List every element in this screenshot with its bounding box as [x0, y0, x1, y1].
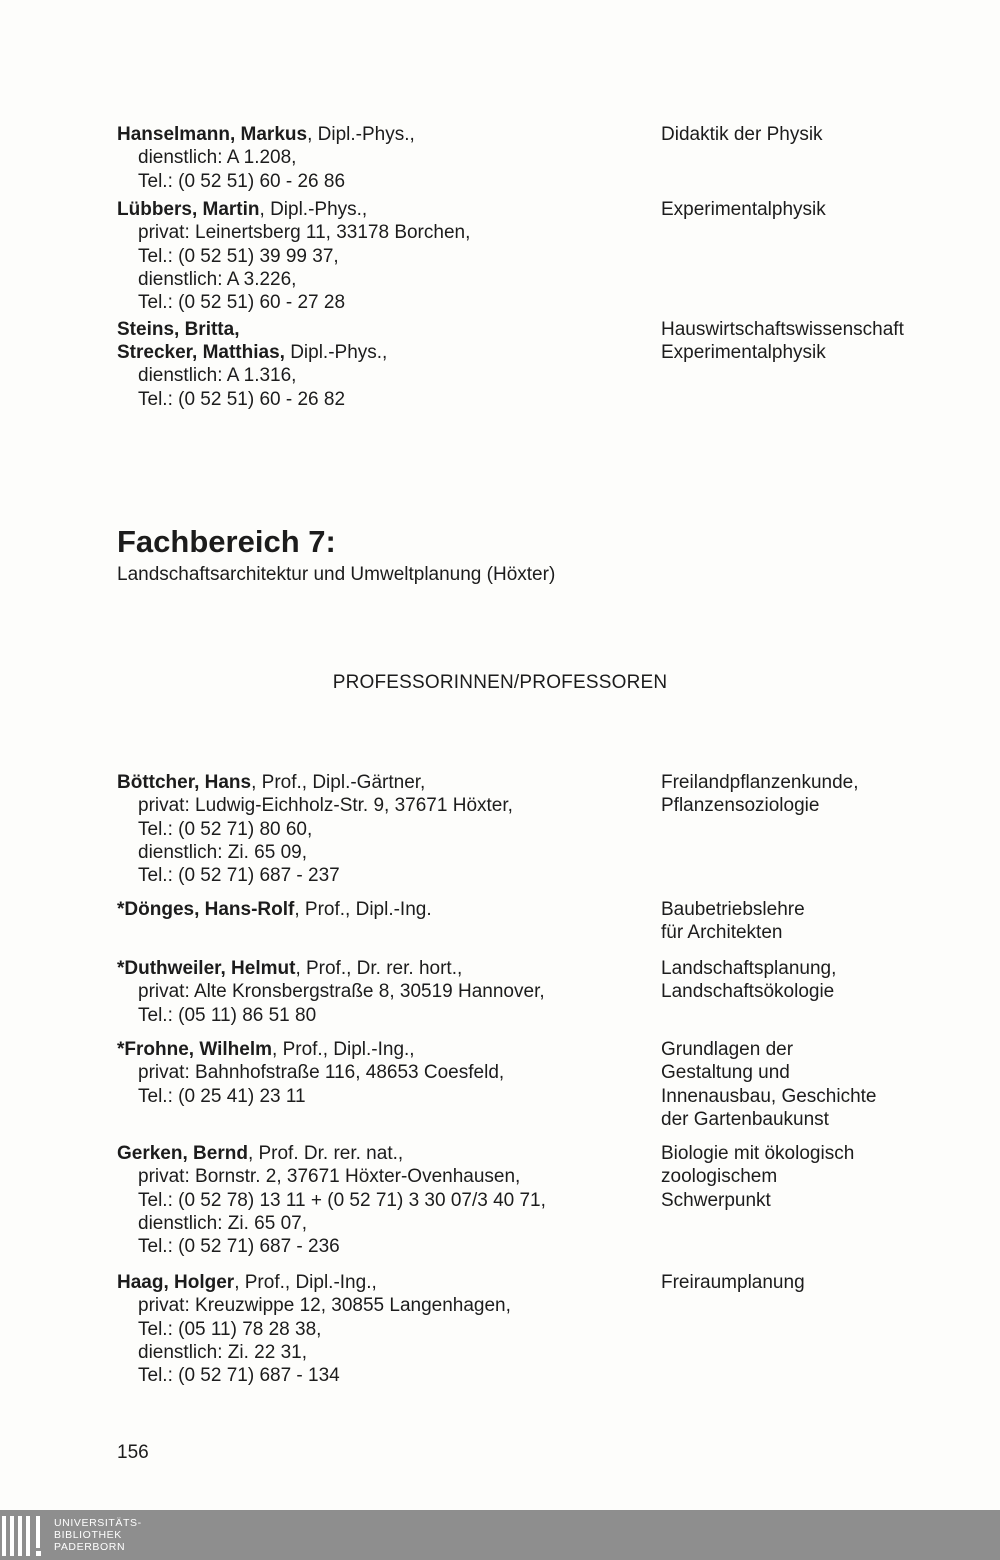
entry-name-line [117, 198, 647, 221]
entry-field [661, 1271, 991, 1294]
field-line: Baubetriebslehre [661, 899, 805, 920]
entry-person [117, 1038, 647, 1108]
entry-name-line [117, 1142, 647, 1165]
person-title: Dipl.-Phys., [284, 342, 388, 363]
person-name: Haag, Holger [117, 1272, 235, 1293]
library-name-line: PADERBORN [54, 1541, 126, 1553]
entry-field [661, 198, 991, 221]
field-line: Landschaftsökologie [661, 981, 835, 1003]
person-prefix: * [117, 899, 125, 920]
department-title: Fachbereich 7: [117, 524, 336, 559]
entry-detail: privat: Alte Kronsbergstraße 8, 30519 Hannover, [138, 981, 545, 1003]
field-line: Hauswirtschaftswissenschaft [661, 319, 904, 340]
field-line: Experimentalphysik [661, 199, 826, 220]
entry-detail: dienstlich: A 1.208, [138, 147, 297, 169]
person-title: , Prof., Dipl.-Ing., [272, 1039, 415, 1060]
library-footer [0, 1510, 1000, 1560]
library-name [54, 1517, 142, 1553]
entry-field [661, 341, 991, 364]
person-name: Frohne, Wilhelm [124, 1039, 273, 1060]
field-line: Freilandpflanzenkunde, [661, 772, 859, 793]
entry-detail: Tel.: (0 52 71) 687 - 237 [138, 865, 340, 887]
person-title: , Dipl.-Phys., [259, 199, 368, 220]
entry-detail: Tel.: (0 52 51) 60 - 26 82 [138, 388, 346, 410]
entry-field [661, 898, 991, 945]
entry-detail: dienstlich: A 1.316, [138, 365, 297, 387]
field-line: Innenausbau, Geschichte [661, 1085, 877, 1107]
entry-field [661, 957, 991, 1004]
person-name: Lübbers, Martin [117, 199, 260, 220]
entry-name-line [117, 957, 647, 980]
page-number: 156 [117, 1442, 149, 1463]
person-name: Hanselmann, Markus [117, 124, 308, 145]
entry-detail: Tel.: (0 52 51) 60 - 26 86 [138, 170, 346, 192]
entry-name-line [117, 1271, 647, 1294]
person-name: Strecker, Matthias, [117, 342, 285, 363]
entry-detail: Tel.: (0 52 51) 60 - 27 28 [138, 292, 346, 314]
field-line: Experimentalphysik [661, 342, 826, 363]
entry-person [117, 123, 647, 193]
entry-name-line [117, 123, 647, 146]
entry-person [117, 898, 647, 921]
entry-person [117, 771, 647, 887]
field-line: der Gartenbaukunst [661, 1108, 829, 1130]
entry-detail: Tel.: (05 11) 86 51 80 [138, 1004, 317, 1026]
field-line: Biologie mit ökologisch [661, 1143, 855, 1164]
entry-detail: Tel.: (0 52 71) 80 60, [138, 818, 313, 840]
person-name: Duthweiler, Helmut [124, 958, 296, 979]
field-line: zoologischem [661, 1166, 778, 1188]
entry-person [117, 1271, 647, 1387]
person-title: , Prof. Dr. rer. nat., [247, 1143, 404, 1164]
entry-detail: Tel.: (0 52 71) 687 - 134 [138, 1365, 340, 1387]
entry-field [661, 1038, 991, 1131]
entry-detail: dienstlich: Zi. 65 07, [138, 1212, 307, 1234]
entry-detail: privat: Leinertsberg 11, 33178 Borchen, [138, 222, 471, 244]
entry-person [117, 318, 647, 341]
section-heading: PROFESSORINNEN/PROFESSOREN [332, 672, 668, 693]
field-line: Didaktik der Physik [661, 124, 823, 145]
person-name: Böttcher, Hans [117, 772, 252, 793]
entry-detail: privat: Ludwig-Eichholz-Str. 9, 37671 Höxter, [138, 795, 513, 817]
entry-person [117, 957, 647, 1027]
field-line: Landschaftsplanung, [661, 958, 837, 979]
entry-name-line [117, 1038, 647, 1061]
entry-detail: privat: Bahnhofstraße 116, 48653 Coesfeld, [138, 1062, 505, 1084]
entry-field [661, 123, 991, 146]
entry-name-line [117, 341, 647, 364]
person-name: Gerken, Bernd [117, 1143, 248, 1164]
entry-detail: Tel.: (0 52 78) 13 11 + (0 52 71) 3 30 07/3 40 71, [138, 1189, 546, 1211]
entry-detail: Tel.: (0 25 41) 23 11 [138, 1085, 306, 1107]
person-prefix: * [117, 1039, 125, 1060]
entry-person [117, 1142, 647, 1258]
field-line: Schwerpunkt [661, 1189, 771, 1211]
person-title: , Prof., Dipl.-Ing. [294, 899, 432, 920]
person-title: , Prof., Dipl.-Gärtner, [251, 772, 426, 793]
entry-name-line [117, 318, 647, 341]
person-name: Steins, Britta [117, 319, 235, 340]
person-title: , Prof., Dipl.-Ing., [234, 1272, 377, 1293]
person-title: , Dipl.-Phys., [307, 124, 415, 145]
entry-detail: privat: Bornstr. 2, 37671 Höxter-Ovenhausen, [138, 1166, 521, 1188]
field-line: Pflanzensoziologie [661, 795, 820, 817]
entry-field [661, 1142, 991, 1212]
entry-detail: privat: Kreuzwippe 12, 30855 Langenhagen, [138, 1295, 511, 1317]
field-line: Gestaltung und [661, 1062, 790, 1084]
field-line: Grundlagen der [661, 1039, 794, 1060]
department-subtitle: Landschaftsarchitektur und Umweltplanung (Höxter) [117, 564, 556, 585]
entry-detail: dienstlich: Zi. 65 09, [138, 841, 307, 863]
entry-detail: dienstlich: Zi. 22 31, [138, 1341, 307, 1363]
entry-detail: Tel.: (0 52 71) 687 - 236 [138, 1236, 340, 1258]
entry-detail: Tel.: (05 11) 78 28 38, [138, 1318, 322, 1340]
field-line: für Architekten [661, 922, 783, 944]
entry-name-line [117, 771, 647, 794]
library-name-line: UNIVERSITÄTS- [54, 1517, 142, 1529]
person-prefix: * [117, 958, 125, 979]
entry-field [661, 771, 991, 818]
person-title: , Prof., Dr. rer. hort., [295, 958, 463, 979]
entry-person [117, 198, 647, 314]
person-name: Dönges, Hans-Rolf [124, 899, 295, 920]
field-line: Freiraumplanung [661, 1272, 805, 1293]
entry-name-line [117, 898, 647, 921]
entry-detail: dienstlich: A 3.226, [138, 268, 297, 290]
entry-person [117, 341, 647, 411]
entry-field [661, 318, 991, 341]
entry-detail: Tel.: (0 52 51) 39 99 37, [138, 245, 339, 267]
library-name-line: BIBLIOTHEK [54, 1529, 122, 1541]
person-title: , [234, 319, 240, 340]
